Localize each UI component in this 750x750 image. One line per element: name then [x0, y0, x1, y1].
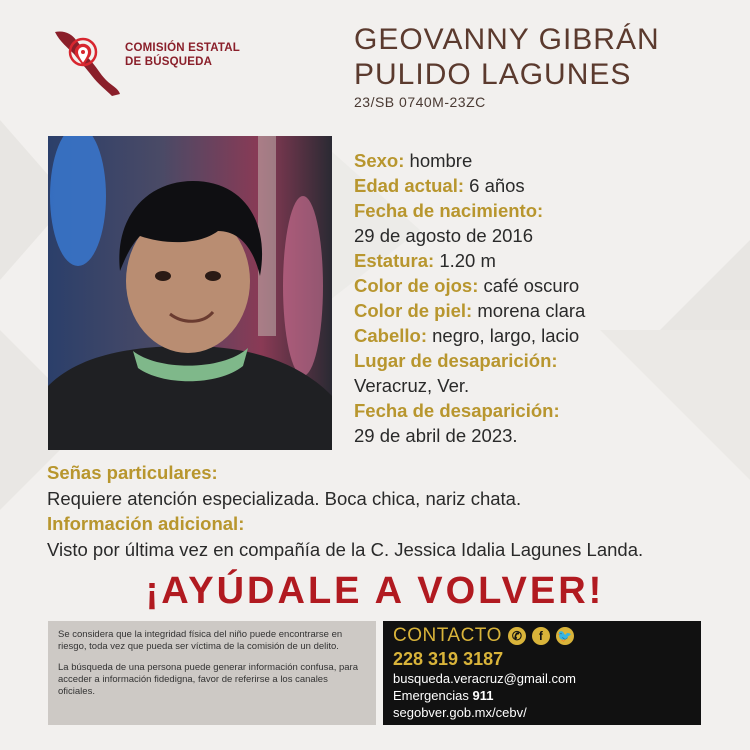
person-name [354, 22, 660, 92]
detail-value: 1.20 m [439, 250, 496, 271]
organization-name-line1: COMISIÓN ESTATAL [125, 42, 240, 54]
detail-label: Sexo: [354, 150, 405, 171]
detail-label: Cabello: [354, 325, 427, 346]
disclaimer-paragraph-2: La búsqueda de una persona puede generar información confusa, para acceder a información fidedigna, favor de referirse a los canales oficiales. [58, 662, 358, 697]
person-name-line1: GEOVANNY GIBRÁN [354, 23, 660, 56]
detail-value: hombre [409, 150, 473, 171]
detail-label: Color de piel: [354, 300, 473, 321]
twitter-icon[interactable]: 🐦 [557, 629, 573, 643]
detail-row [354, 198, 744, 223]
detail-label: Edad actual: [354, 175, 464, 196]
disclaimer-paragraph-1: Se considera que la integridad física del niño puede encontrarse en riesgo, toda vez que pueda ser víctima de la comisión de un delito. [58, 629, 343, 652]
detail-row [354, 348, 744, 373]
detail-value: café oscuro [483, 275, 580, 296]
contact-phone[interactable]: 228 319 3187 [393, 649, 504, 669]
detail-row [354, 298, 744, 323]
emergency-label: Emergencias [393, 688, 469, 703]
particular-signs-value: Requiere atención especializada. Boca chica, nariz chata. [47, 487, 522, 509]
detail-label: Fecha de nacimiento: [354, 200, 544, 221]
detail-row [354, 248, 744, 273]
organization-name [125, 41, 240, 69]
emergency-number[interactable]: 911 [472, 688, 494, 703]
person-name-line2: PULIDO LAGUNES [354, 58, 632, 91]
particular-signs-label: Señas particulares: [47, 462, 218, 483]
detail-value: negro, largo, lacio [432, 325, 580, 346]
detail-row [354, 173, 744, 198]
detail-value: 6 años [469, 175, 525, 196]
detail-label: Estatura: [354, 250, 435, 271]
detail-value: Veracruz, Ver. [354, 375, 470, 396]
additional-info-value: Visto por última vez en compañía de la C. Jessica Idalia Lagunes Landa. [47, 538, 644, 560]
extra-info [47, 460, 747, 562]
organization-logo [50, 28, 270, 98]
whatsapp-icon[interactable]: ✆ [508, 627, 526, 645]
contact-email[interactable]: busqueda.veracruz@gmail.com [393, 671, 577, 686]
detail-label: Fecha de desaparición: [354, 400, 560, 421]
detail-row [354, 398, 744, 423]
additional-info-label: Información adicional: [47, 513, 245, 534]
contact-emergency [393, 687, 691, 704]
detail-label: Color de ojos: [354, 275, 479, 296]
detail-row [354, 323, 744, 348]
case-reference: 23/SB 0740M-23ZC [354, 94, 486, 110]
veracruz-map-icon [50, 28, 125, 98]
contact-header [393, 625, 691, 647]
person-details [354, 148, 744, 448]
organization-name-line2: DE BÚSQUEDA [125, 56, 213, 68]
detail-label: Lugar de desaparición: [354, 350, 558, 371]
detail-value: 29 de abril de 2023. [354, 425, 518, 446]
detail-value: 29 de agosto de 2016 [354, 225, 533, 246]
detail-row [354, 148, 744, 173]
detail-row [354, 273, 744, 298]
facebook-icon[interactable]: f [532, 627, 550, 645]
detail-value: morena clara [477, 300, 586, 321]
contact-title: CONTACTO [393, 625, 502, 646]
contact-website[interactable]: segobver.gob.mx/cebv/ [393, 705, 527, 720]
headline: ¡AYÚDALE A VOLVER! [145, 570, 605, 612]
person-photo [48, 136, 332, 450]
contact-box [383, 621, 701, 725]
disclaimer-box [48, 621, 376, 725]
